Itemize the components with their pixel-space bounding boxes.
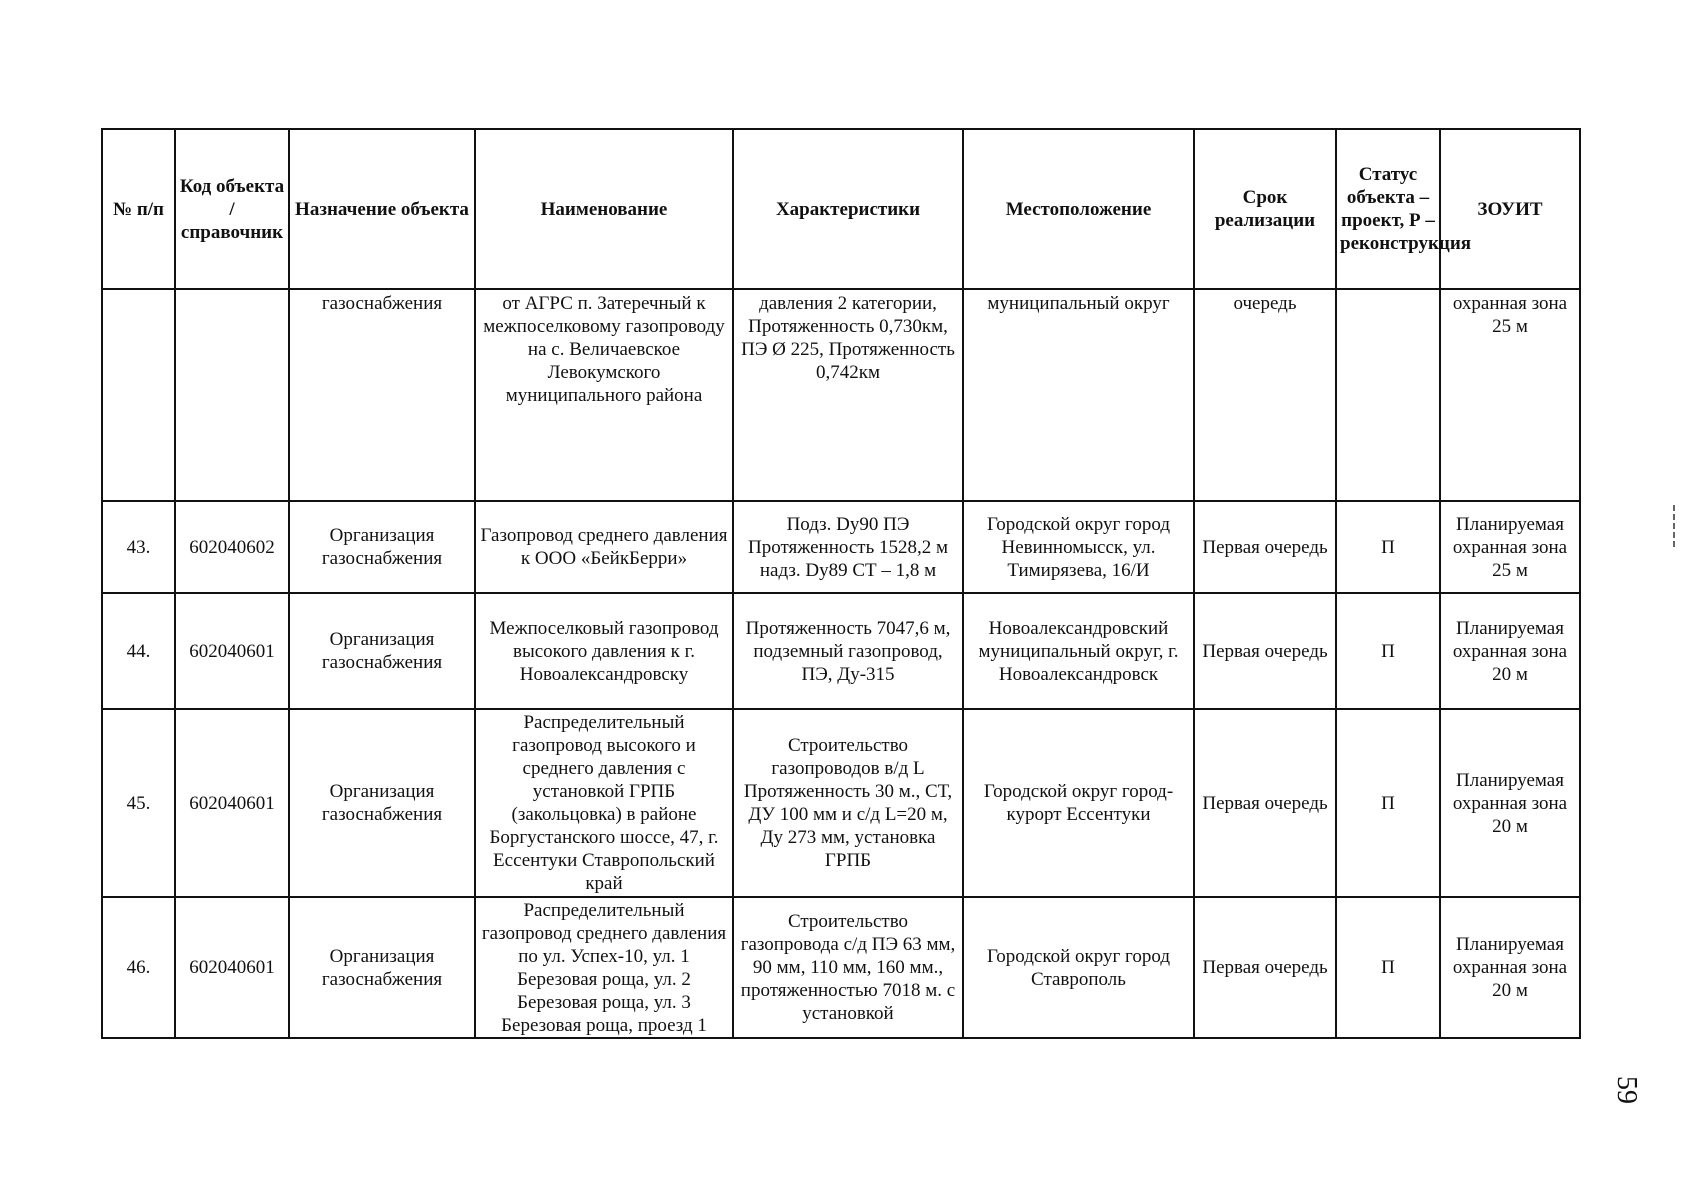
cell-code: 602040601 — [175, 709, 289, 897]
table-row — [102, 709, 1580, 897]
cell-location: Городской округ город Ставрополь — [963, 897, 1194, 1038]
objects-table — [101, 128, 1581, 1039]
table-row — [102, 593, 1580, 709]
cell-specs: Протяженность 7047,6 м, подземный газопровод, ПЭ, Ду-315 — [733, 593, 963, 709]
cell-status: П — [1336, 501, 1440, 593]
cell-location: муниципальный округ — [963, 289, 1194, 501]
header-name: Наименование — [475, 129, 733, 289]
cell-location: Новоалександровский муниципальный округ, г. Новоалександровск — [963, 593, 1194, 709]
cell-zone: Планируемая охранная зона 20 м — [1440, 593, 1580, 709]
cell-purpose: Организация газоснабжения — [289, 709, 475, 897]
table-row — [102, 501, 1580, 593]
cell-num: 43. — [102, 501, 175, 593]
cell-code — [175, 289, 289, 501]
margin-mark — [1673, 505, 1677, 547]
header-num: № п/п — [102, 129, 175, 289]
cell-name: Распределительный газопровод среднего давления по ул. Успех-10, ул. 1 Березовая роща, ул. 2 Березовая роща, ул. 3 Березовая роща, проезд 1 — [475, 897, 733, 1038]
cell-status: П — [1336, 709, 1440, 897]
cell-purpose: газоснабжения — [289, 289, 475, 501]
cell-specs: Подз. Dy90 ПЭ Протяженность 1528,2 м надз. Dy89 СТ – 1,8 м — [733, 501, 963, 593]
cell-purpose: Организация газоснабжения — [289, 897, 475, 1038]
cell-purpose: Организация газоснабжения — [289, 593, 475, 709]
cell-zone: Планируемая охранная зона 20 м — [1440, 709, 1580, 897]
cell-num: 44. — [102, 593, 175, 709]
cell-term: Первая очередь — [1194, 501, 1336, 593]
header-code: Код объекта / справочник — [175, 129, 289, 289]
cell-location: Городской округ город-курорт Ессентуки — [963, 709, 1194, 897]
header-status: Статус объекта – проект, Р – реконструкция — [1336, 129, 1440, 289]
header-row — [102, 129, 1580, 289]
table-row — [102, 897, 1580, 1038]
cell-name: Распределительный газопровод высокого и среднего давления с установкой ГРПБ (закольцовка) в районе Боргустанского шоссе, 47, г. Ессентуки Ставропольский край — [475, 709, 733, 897]
cell-specs: Строительство газопроводов в/д L Протяженность 30 м., СТ, ДУ 100 мм и с/д L=20 м, Ду 273 мм, установка ГРПБ — [733, 709, 963, 897]
cell-name: Газопровод среднего давления к ООО «БейкБерри» — [475, 501, 733, 593]
cell-status: П — [1336, 593, 1440, 709]
cell-term: Первая очередь — [1194, 593, 1336, 709]
header-purpose: Назначение объекта — [289, 129, 475, 289]
cell-code: 602040601 — [175, 897, 289, 1038]
cell-num: 46. — [102, 897, 175, 1038]
cell-code: 602040601 — [175, 593, 289, 709]
cell-zone: охранная зона 25 м — [1440, 289, 1580, 501]
page-number: 59 — [1611, 1076, 1642, 1104]
continuation-row — [102, 289, 1580, 501]
cell-num — [102, 289, 175, 501]
header-specs: Характеристики — [733, 129, 963, 289]
cell-name: от АГРС п. Затеречный к межпоселковому газопроводу на с. Величаевское Левокумского муниципального района — [475, 289, 733, 501]
cell-status: П — [1336, 897, 1440, 1038]
cell-specs: Строительство газопровода с/д ПЭ 63 мм, 90 мм, 110 мм, 160 мм., протяженностью 7018 м. с установкой — [733, 897, 963, 1038]
cell-term: очередь — [1194, 289, 1336, 501]
cell-purpose: Организация газоснабжения — [289, 501, 475, 593]
cell-num: 45. — [102, 709, 175, 897]
cell-zone: Планируемая охранная зона 20 м — [1440, 897, 1580, 1038]
cell-specs: давления 2 категории, Протяженность 0,730км, ПЭ Ø 225, Протяженность 0,742км — [733, 289, 963, 501]
cell-name: Межпоселковый газопровод высокого давления к г. Новоалександровску — [475, 593, 733, 709]
cell-zone: Планируемая охранная зона 25 м — [1440, 501, 1580, 593]
header-zone: ЗОУИТ — [1440, 129, 1580, 289]
header-term: Срок реализации — [1194, 129, 1336, 289]
cell-code: 602040602 — [175, 501, 289, 593]
header-location: Местоположение — [963, 129, 1194, 289]
cell-status — [1336, 289, 1440, 501]
cell-location: Городской округ город Невинномысск, ул. Тимирязева, 16/И — [963, 501, 1194, 593]
cell-term: Первая очередь — [1194, 897, 1336, 1038]
cell-term: Первая очередь — [1194, 709, 1336, 897]
